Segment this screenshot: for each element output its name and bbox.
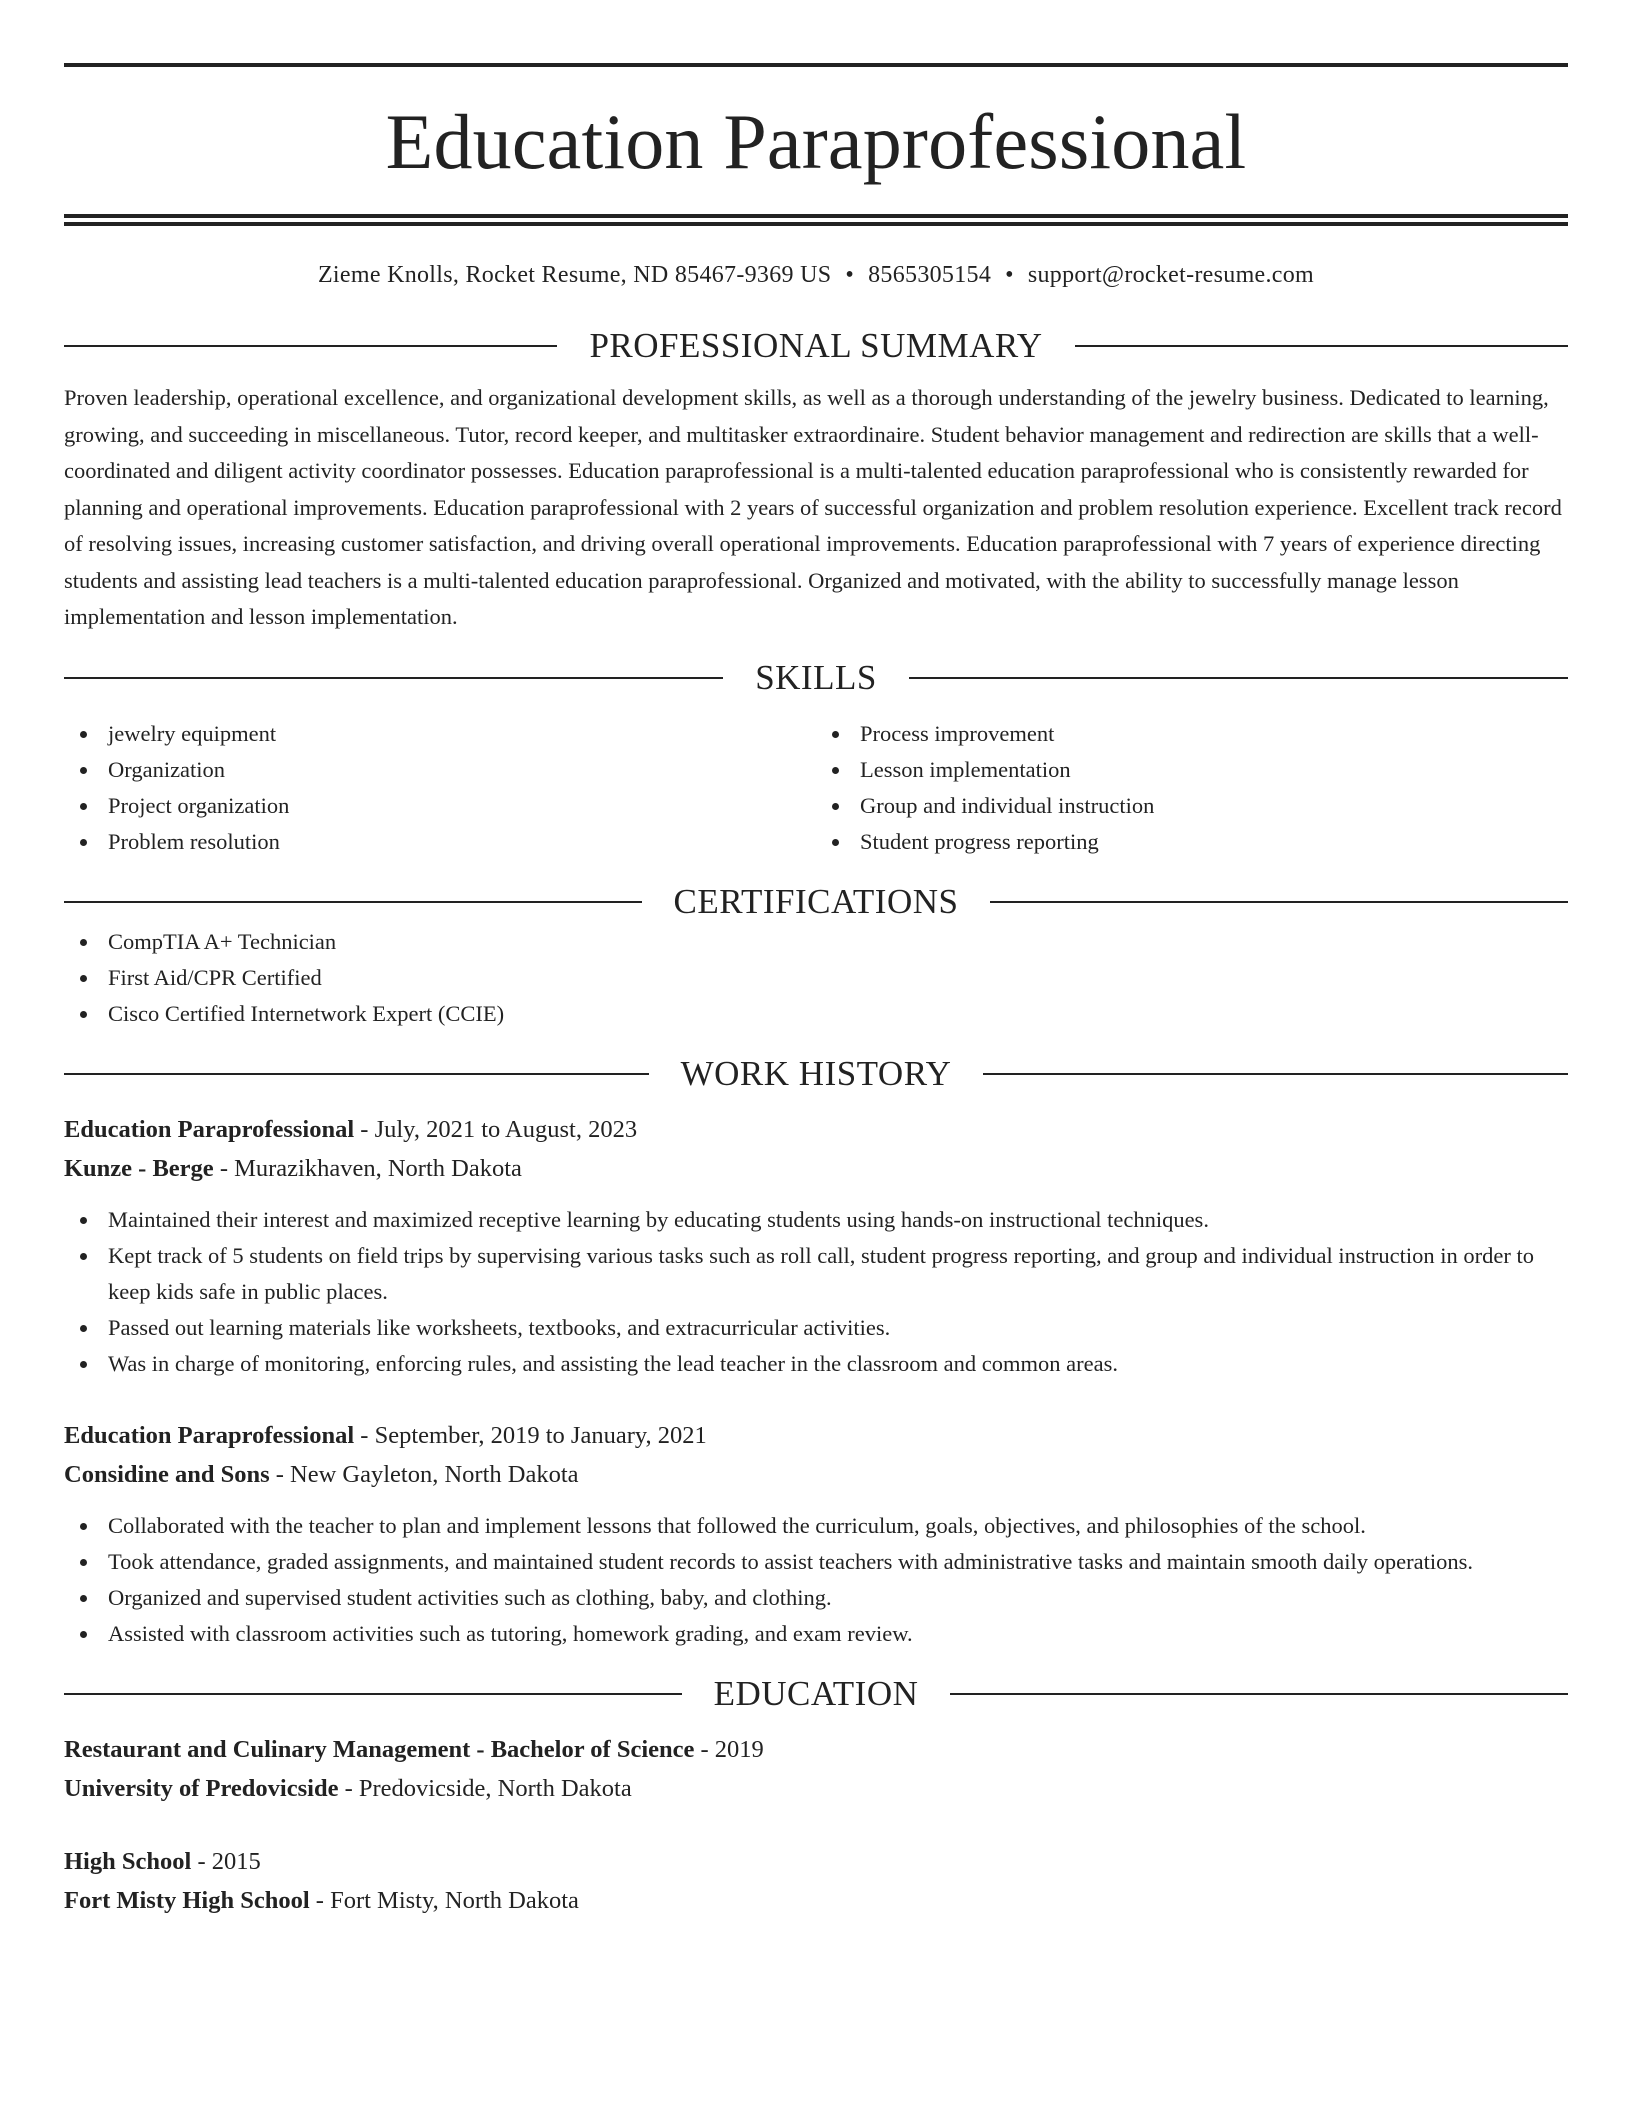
- section-rule: [990, 901, 1568, 903]
- job-duties-list: [64, 1508, 1568, 1652]
- job-duty: Organized and supervised student activities such as clothing, baby, and clothing.: [64, 1580, 1568, 1616]
- job-duty: Maintained their interest and maximized receptive learning by educating students using hands-on instructional techniques.: [64, 1202, 1568, 1238]
- skill-item: Student progress reporting: [816, 824, 1568, 860]
- section-title-summary: PROFESSIONAL SUMMARY: [589, 326, 1043, 365]
- contact-email: support@rocket-resume.com: [1027, 262, 1315, 288]
- section-rule: [1075, 345, 1568, 347]
- resume-title: Education Paraprofessional: [385, 98, 1247, 185]
- job-dates: - September, 2019 to January, 2021: [354, 1421, 707, 1449]
- job-location: - New Gayleton, North Dakota: [269, 1460, 579, 1488]
- education-year: - 2015: [191, 1847, 261, 1875]
- section-title-education: EDUCATION: [713, 1673, 919, 1713]
- section-header-work: [64, 1052, 1568, 1096]
- skills-grid: [64, 716, 1568, 860]
- job-company-line: [64, 1455, 1568, 1494]
- job-title: Education Paraprofessional: [64, 1115, 355, 1143]
- education-year: - 2019: [694, 1735, 764, 1763]
- certification-item: Cisco Certified Internetwork Expert (CCIE): [64, 996, 1568, 1032]
- section-header-education: [64, 1672, 1568, 1716]
- section-title-skills: SKILLS: [755, 657, 877, 697]
- job-duty: Passed out learning materials like worksheets, textbooks, and extracurricular activities.: [64, 1310, 1568, 1346]
- job-entry: [64, 1416, 1568, 1652]
- contact-phone: 8565305154: [868, 262, 992, 288]
- skill-item: jewelry equipment: [64, 716, 816, 752]
- job-duty: Was in charge of monitoring, enforcing rules, and assisting the lead teacher in the classroom and common areas.: [64, 1346, 1568, 1382]
- section-rule: [64, 901, 642, 903]
- job-entry: [64, 1110, 1568, 1382]
- job-location: - Murazikhaven, North Dakota: [213, 1154, 522, 1182]
- contact-address: Zieme Knolls, Rocket Resume, ND 85467-9369 US: [317, 262, 832, 288]
- certification-item: CompTIA A+ Technician: [64, 924, 1568, 960]
- section-title-certifications: CERTIFICATIONS: [673, 881, 959, 921]
- education-location: - Fort Misty, North Dakota: [309, 1886, 579, 1914]
- certifications-list: [64, 924, 1568, 1032]
- skills-column-left: [64, 716, 816, 860]
- job-duties-list: [64, 1202, 1568, 1382]
- job-company-line: [64, 1149, 1568, 1188]
- education-degree-line: [64, 1730, 1568, 1769]
- section-title-work: WORK HISTORY: [680, 1053, 952, 1093]
- contact-line: [64, 260, 1568, 290]
- contact-separator: •: [1005, 262, 1014, 288]
- skill-item: Group and individual instruction: [816, 788, 1568, 824]
- education-school-line: [64, 1769, 1568, 1808]
- job-duty: Took attendance, graded assignments, and maintained student records to assist teachers with administrative tasks and maintain smooth daily operations.: [64, 1544, 1568, 1580]
- education-school: Fort Misty High School: [64, 1886, 310, 1914]
- education-school-line: [64, 1881, 1568, 1920]
- section-header-summary: [64, 324, 1568, 368]
- job-title: Education Paraprofessional: [64, 1421, 355, 1449]
- education-school: University of Predovicside: [64, 1774, 339, 1802]
- job-company: Kunze - Berge: [64, 1154, 214, 1182]
- job-dates: - July, 2021 to August, 2023: [354, 1115, 638, 1143]
- job-duty: Collaborated with the teacher to plan and implement lessons that followed the curriculum, goals, objectives, and philosophies of the school.: [64, 1508, 1568, 1544]
- education-location: - Predovicside, North Dakota: [338, 1774, 632, 1802]
- skill-item: Process improvement: [816, 716, 1568, 752]
- job-duty: Assisted with classroom activities such as tutoring, homework grading, and exam review.: [64, 1616, 1568, 1652]
- education-degree-line: [64, 1842, 1568, 1881]
- professional-summary-text: Proven leadership, operational excellence, and organizational development skills, as well as a thorough understanding of the jewelry business. Dedicated to learning, growing, and succeeding in miscellaneous. Tutor, record keeper, and multitasker extraordinaire. Student behavior management and redirection are skills that a well-coordinated and diligent activity coordinator possesses. Education paraprofessional is a multi-talented education paraprofessional who is consistently rewarded for planning and operational improvements. Education paraprofessional with 2 years of successful organization and problem resolution experience. Excellent track record of resolving issues, increasing customer satisfaction, and driving overall operational improvements. Education paraprofessional with 7 years of experience directing students and assisting lead teachers is a multi-talented education paraprofessional. Organized and motivated, with the ability to successfully manage lesson implementation and lesson implementation.: [64, 385, 1562, 629]
- section-rule: [950, 1693, 1568, 1695]
- education-entry: [64, 1730, 1568, 1808]
- section-rule: [64, 345, 557, 347]
- section-rule: [983, 1073, 1568, 1075]
- section-rule: [64, 677, 723, 679]
- title-double-rule: [64, 214, 1568, 226]
- job-title-line: [64, 1416, 1568, 1455]
- education-degree: Restaurant and Culinary Management - Bachelor of Science: [64, 1735, 695, 1763]
- job-duty: Kept track of 5 students on field trips by supervising various tasks such as roll call, student progress reporting, and group and individual instruction in order to keep kids safe in public places.: [64, 1238, 1568, 1310]
- skill-item: Problem resolution: [64, 824, 816, 860]
- section-rule: [909, 677, 1568, 679]
- skill-item: Organization: [64, 752, 816, 788]
- section-header-certifications: [64, 880, 1568, 924]
- section-rule: [64, 1073, 649, 1075]
- section-header-skills: [64, 656, 1568, 700]
- certification-item: First Aid/CPR Certified: [64, 960, 1568, 996]
- section-rule: [64, 1693, 682, 1695]
- job-title-line: [64, 1110, 1568, 1149]
- skill-item: Lesson implementation: [816, 752, 1568, 788]
- education-entry: [64, 1842, 1568, 1920]
- job-company: Considine and Sons: [64, 1460, 270, 1488]
- skills-column-right: [816, 716, 1568, 860]
- contact-separator: •: [845, 262, 855, 288]
- education-degree: High School: [64, 1847, 192, 1875]
- skill-item: Project organization: [64, 788, 816, 824]
